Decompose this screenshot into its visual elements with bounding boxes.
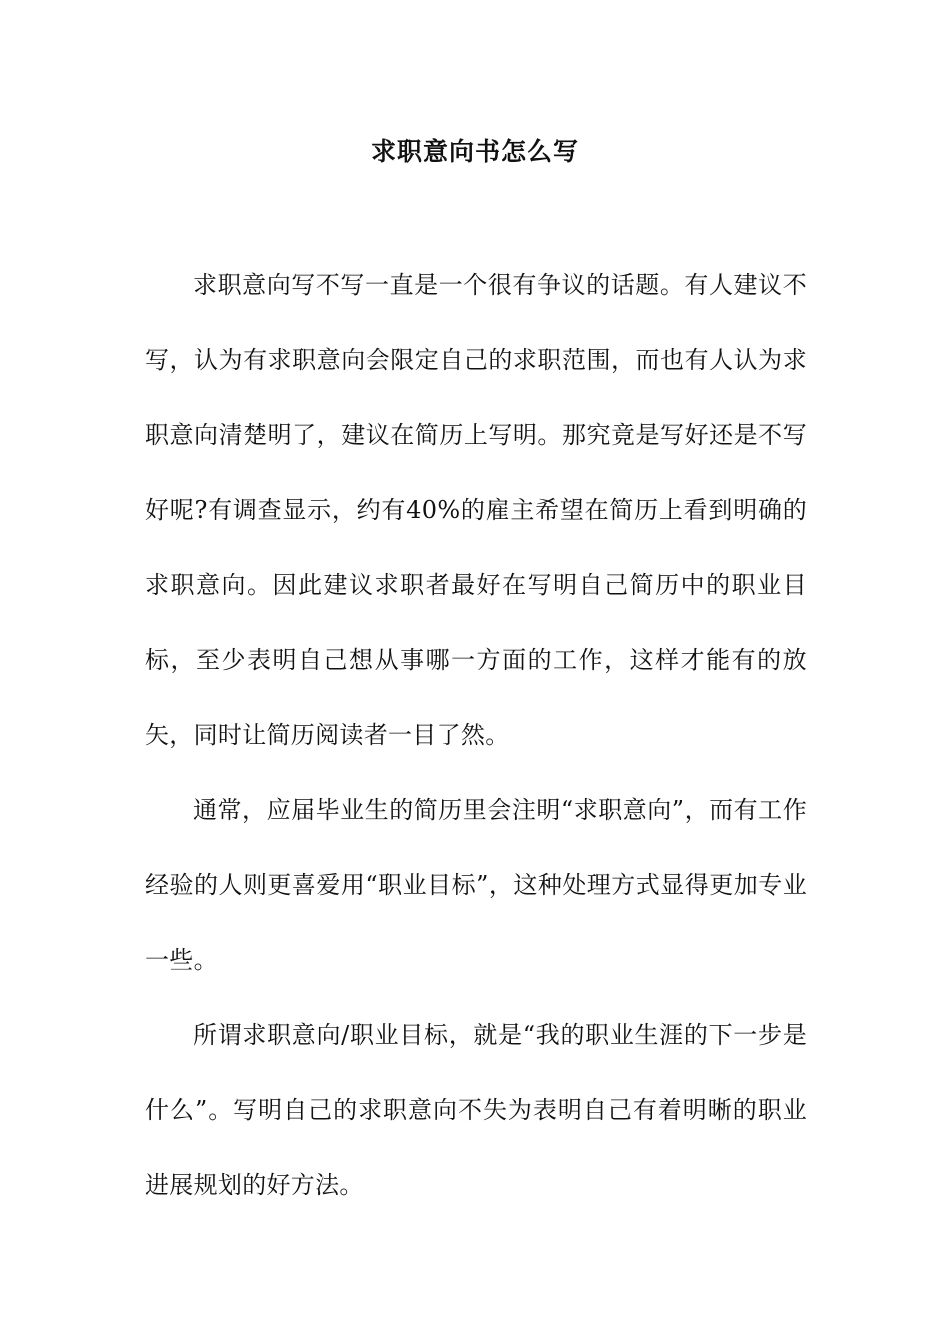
paragraph-1: 求职意向写不写一直是一个很有争议的话题。有人建议不写，认为有求职意向会限定自己的求职范围，而也有人认为求职意向清楚明了，建议在简历上写明。那究竟是写好还是不写好呢?有调查显示，约有40%的雇主希望在简历上看到明确的求职意向。因此建议求职者最好在写明自己简历中的职业目标，至少表明自己想从事哪一方面的工作，这样才能有的放矢，同时让简历阅读者一目了然。: [145, 271, 807, 749]
paragraph-3: 所谓求职意向/职业目标，就是“我的职业生涯的下一步是什么”。写明自己的求职意向不失为表明自己有着明晰的职业进展规划的好方法。: [145, 1021, 807, 1199]
paragraph-2: 通常，应届毕业生的简历里会注明“求职意向”，而有工作经验的人则更喜爱用“职业目标”，这种处理方式显得更加专业一些。: [145, 796, 807, 974]
document-body: [145, 248, 807, 1223]
document-title: 求职意向书怎么写: [370, 137, 579, 166]
